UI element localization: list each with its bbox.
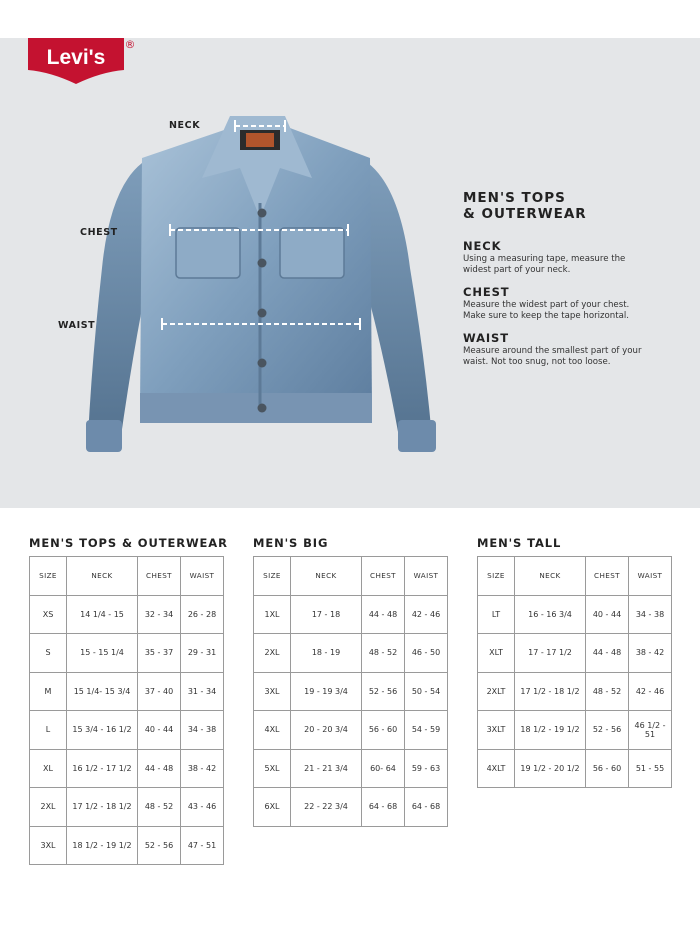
chest-heading: CHEST (463, 285, 510, 299)
cell-size: 3XLT (478, 711, 515, 750)
cell-neck: 21 - 21 3/4 (291, 749, 362, 788)
header-waist: WAIST (181, 557, 224, 596)
cell-neck: 20 - 20 3/4 (291, 711, 362, 750)
cell-waist: 47 - 51 (181, 826, 224, 865)
header-size: SIZE (30, 557, 67, 596)
cell-waist: 46 1/2 - 51 (629, 711, 672, 750)
cell-neck: 14 1/4 - 15 (67, 595, 138, 634)
cell-chest: 48 - 52 (586, 672, 629, 711)
table-row (30, 826, 224, 865)
brand-name: Levi's (46, 46, 106, 69)
table-row (254, 711, 448, 750)
cell-size: 4XLT (478, 749, 515, 788)
cell-neck: 18 1/2 - 19 1/2 (515, 711, 586, 750)
neck-heading: NECK (463, 239, 502, 253)
cell-neck: 17 - 17 1/2 (515, 634, 586, 673)
cell-size: 3XL (30, 826, 67, 865)
cell-waist: 51 - 55 (629, 749, 672, 788)
cell-neck: 18 1/2 - 19 1/2 (67, 826, 138, 865)
cell-size: LT (478, 595, 515, 634)
cell-waist: 34 - 38 (629, 595, 672, 634)
table-row (254, 595, 448, 634)
tall-size-table (477, 556, 672, 788)
cell-size: 4XL (254, 711, 291, 750)
cell-waist: 59 - 63 (405, 749, 448, 788)
waist-heading: WAIST (463, 331, 509, 345)
table-row (478, 672, 672, 711)
header-size: SIZE (254, 557, 291, 596)
cell-size: 2XL (30, 788, 67, 827)
table-row (30, 595, 224, 634)
cell-waist: 50 - 54 (405, 672, 448, 711)
cell-neck: 18 - 19 (291, 634, 362, 673)
cell-waist: 31 - 34 (181, 672, 224, 711)
cell-chest: 52 - 56 (362, 672, 405, 711)
cell-size: 2XLT (478, 672, 515, 711)
table-header-row (254, 557, 448, 596)
guide-title-line1: MEN'S TOPS (463, 190, 566, 206)
cell-waist: 64 - 68 (405, 788, 448, 827)
waist-label: WAIST (58, 320, 96, 331)
cell-neck: 17 1/2 - 18 1/2 (515, 672, 586, 711)
tops-outerwear-size-table (29, 556, 224, 865)
header-chest: CHEST (586, 557, 629, 596)
table-row (478, 595, 672, 634)
cell-chest: 60- 64 (362, 749, 405, 788)
cell-waist: 43 - 46 (181, 788, 224, 827)
table-row (30, 788, 224, 827)
cell-chest: 52 - 56 (138, 826, 181, 865)
header-neck: NECK (291, 557, 362, 596)
cell-size: XLT (478, 634, 515, 673)
table-row (478, 634, 672, 673)
table-row (30, 749, 224, 788)
cell-size: S (30, 634, 67, 673)
cell-waist: 54 - 59 (405, 711, 448, 750)
cell-waist: 34 - 38 (181, 711, 224, 750)
table-header-row (30, 557, 224, 596)
cell-chest: 56 - 60 (586, 749, 629, 788)
table-row (478, 749, 672, 788)
cell-chest: 64 - 68 (362, 788, 405, 827)
table-header-row (478, 557, 672, 596)
cell-chest: 40 - 44 (586, 595, 629, 634)
cell-neck: 17 1/2 - 18 1/2 (67, 788, 138, 827)
table-row (254, 634, 448, 673)
cell-chest: 48 - 52 (362, 634, 405, 673)
big-table-title: MEN'S BIG (253, 536, 329, 550)
cell-waist: 38 - 42 (629, 634, 672, 673)
cell-size: M (30, 672, 67, 711)
cell-chest: 44 - 48 (362, 595, 405, 634)
cell-waist: 46 - 50 (405, 634, 448, 673)
cell-waist: 29 - 31 (181, 634, 224, 673)
cell-waist: 38 - 42 (181, 749, 224, 788)
cell-size: 5XL (254, 749, 291, 788)
table-row (30, 672, 224, 711)
table-row (254, 749, 448, 788)
measuring-guide (463, 190, 683, 378)
header-neck: NECK (67, 557, 138, 596)
cell-chest: 35 - 37 (138, 634, 181, 673)
cell-size: 2XL (254, 634, 291, 673)
tall-table-title: MEN'S TALL (477, 536, 562, 550)
cell-waist: 42 - 46 (629, 672, 672, 711)
tops-outerwear-table-title: MEN'S TOPS & OUTERWEAR (29, 536, 228, 550)
table-row (254, 788, 448, 827)
cell-size: 6XL (254, 788, 291, 827)
chest-instructions: Measure the widest part of your chest. Make sure to keep the tape horizontal. (463, 300, 630, 321)
cell-chest: 40 - 44 (138, 711, 181, 750)
cell-waist: 42 - 46 (405, 595, 448, 634)
levis-logo (26, 38, 140, 84)
table-row (478, 711, 672, 750)
cell-chest: 48 - 52 (138, 788, 181, 827)
neck-label: NECK (169, 120, 201, 131)
table-row (30, 634, 224, 673)
cell-neck: 22 - 22 3/4 (291, 788, 362, 827)
neck-instructions: Using a measuring tape, measure the widest part of your neck. (463, 254, 626, 275)
table-row (30, 711, 224, 750)
big-size-table (253, 556, 448, 827)
denim-jacket-image (80, 108, 450, 458)
cell-chest: 44 - 48 (138, 749, 181, 788)
table-row (254, 672, 448, 711)
cell-chest: 52 - 56 (586, 711, 629, 750)
header-chest: CHEST (138, 557, 181, 596)
guide-title (463, 190, 683, 222)
cell-neck: 15 1/4- 15 3/4 (67, 672, 138, 711)
cell-waist: 26 - 28 (181, 595, 224, 634)
cell-size: 1XL (254, 595, 291, 634)
cell-neck: 19 1/2 - 20 1/2 (515, 749, 586, 788)
waist-instructions: Measure around the smallest part of your waist. Not too snug, not too loose. (463, 346, 642, 367)
cell-neck: 16 - 16 3/4 (515, 595, 586, 634)
cell-neck: 17 - 18 (291, 595, 362, 634)
header-waist: WAIST (629, 557, 672, 596)
cell-chest: 56 - 60 (362, 711, 405, 750)
cell-chest: 44 - 48 (586, 634, 629, 673)
header-size: SIZE (478, 557, 515, 596)
cell-neck: 19 - 19 3/4 (291, 672, 362, 711)
cell-neck: 15 3/4 - 16 1/2 (67, 711, 138, 750)
header-neck: NECK (515, 557, 586, 596)
cell-size: XS (30, 595, 67, 634)
header-chest: CHEST (362, 557, 405, 596)
cell-neck: 15 - 15 1/4 (67, 634, 138, 673)
cell-chest: 32 - 34 (138, 595, 181, 634)
cell-size: L (30, 711, 67, 750)
guide-title-line2: & OUTERWEAR (463, 206, 587, 222)
cell-size: XL (30, 749, 67, 788)
cell-chest: 37 - 40 (138, 672, 181, 711)
chest-label: CHEST (80, 227, 118, 238)
registered-mark: ® (124, 38, 136, 51)
header-waist: WAIST (405, 557, 448, 596)
cell-neck: 16 1/2 - 17 1/2 (67, 749, 138, 788)
cell-size: 3XL (254, 672, 291, 711)
